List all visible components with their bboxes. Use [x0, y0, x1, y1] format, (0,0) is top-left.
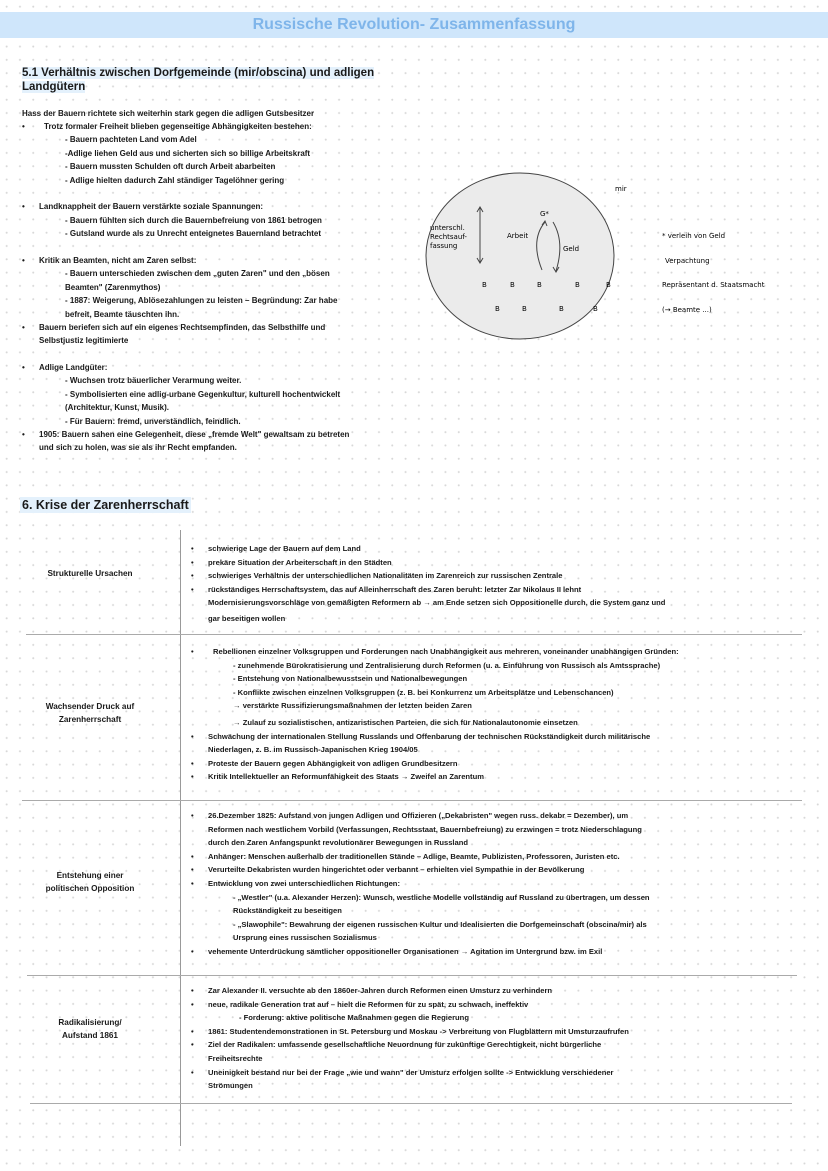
table-cell-line: 26.Dezember 1825: Aufstand von jungen Adligen und Offizieren („Dekabristen" wegen russ. dekabr = Dezember), um — [208, 811, 629, 820]
section-5-1-line: - Für Bauern: fremd, unverständlich, feindlich. — [65, 416, 241, 426]
peasant-marker: B — [606, 281, 611, 289]
section-5-1-line: Landknappheit der Bauern verstärkte soziale Spannungen: — [39, 202, 264, 212]
table-category-line: Radikalisierung/ — [58, 1018, 122, 1027]
bullet-icon: • — [191, 772, 194, 782]
section-5-1-line: (Architektur, Kunst, Musik). — [65, 403, 170, 413]
section-5-1-line: befreit, Beamte täuschten ihn. — [65, 309, 180, 319]
section-5-1-line: Adlige Landgüter: — [39, 363, 108, 372]
section-5-1-heading — [22, 66, 402, 94]
table-cell-line: - Entstehung von Nationalbewusstsein und Nationalbewegungen — [233, 674, 468, 684]
section-5-1-line: - Gutsland wurde als zu Unrecht enteignetes Bauernland betrachtet — [65, 229, 322, 239]
table-category-line: Zarenherrschaft — [58, 715, 122, 724]
bullet-icon: • — [191, 986, 194, 995]
bullet-icon: • — [22, 256, 25, 265]
section-5-1-line: - 1887: Weigerung, Ablösezahlungen zu leisten – Begründung: Zar habe — [65, 296, 338, 306]
bullet-icon: • — [191, 1067, 194, 1077]
table-cell-line: Strömungen — [208, 1081, 253, 1091]
table-cell-line: neue, radikale Generation trat auf – hielt die Reformen für zu spät, zu schwach, ineffektiv — [208, 999, 529, 1009]
peasant-marker: B — [510, 281, 515, 289]
bullet-icon: • — [191, 571, 194, 581]
mir-diagram — [420, 170, 828, 355]
table-cell-line: - Forderung: aktive politische Maßnahmen gegen die Regierung — [239, 1013, 469, 1023]
table-cell-line: Niederlagen, z. B. im Russisch-Japanischen Krieg 1904/05 — [208, 745, 418, 755]
table-category — [10, 869, 170, 895]
section-5-1-line: Selbstjustiz legitimierte — [39, 336, 129, 346]
mir-label: mir — [615, 185, 627, 193]
mir-diagram-svg — [420, 170, 828, 350]
table-cell-line: - „Westler" (u.a. Alexander Herzen): Wunsch, westliche Modelle vollständig auf Russland zu übertragen, um dessen — [233, 892, 650, 902]
bullet-icon: • — [191, 647, 194, 656]
table-cell-line: → verstärkte Russifizierungsmaßnahmen der letzten beiden Zaren — [233, 701, 472, 711]
peasant-marker: B — [537, 281, 542, 289]
bullet-icon: • — [22, 202, 25, 212]
note-1: * verleih von Geld — [662, 232, 726, 240]
section-5-1-line: - Symbolisierten eine adlig-urbane Gegenkultur, kulturell hochentwickelt — [65, 389, 341, 399]
left-label-1: unterschl. — [430, 224, 465, 232]
bullet-icon: • — [191, 811, 194, 820]
section-5-1-line: - Wuchsen trotz bäuerlicher Verarmung weiter. — [65, 376, 242, 386]
table-cell-line: durch den Zaren Anfangspunkt revolutionärer Bewegungen in Russland — [208, 838, 469, 848]
table-cell-line: - Konflikte zwischen einzelnen Volksgruppen (z. B. bei Konkurrenz um Arbeitsplätze und Lebenschancen) — [233, 687, 614, 697]
table-cell-line: Reformen nach westlichem Vorbild (Verfassungen, Rechtsstaat, Bauernbefreiung) zu erzwingen = trotz Niederschlagung — [208, 824, 642, 834]
note-3: Repräsentant d. Staatsmacht — [662, 281, 765, 289]
table-category-line: Entstehung einer — [56, 871, 124, 880]
table-cell-line: 1861: Studentendemonstrationen in St. Petersburg und Moskau -> Verbreitung von Flugblättern mit Umsturzaufrufen — [208, 1026, 629, 1036]
table-cell-line: gar beseitigen wollen — [208, 614, 286, 623]
section-5-1-line: -Adlige liehen Geld aus und sicherten sich so billige Arbeitskraft — [65, 148, 311, 158]
table-cell-line: vehemente Unterdrückung sämtlicher oppositioneller Organisationen → Agitation im Untergrund bzw. im Exil — [208, 947, 603, 956]
table-category-line: Wachsender Druck auf — [45, 702, 135, 711]
table-category-line: politischen Opposition — [45, 884, 135, 893]
section-5-1-line: und sich zu holen, was sie als ihr Recht empfanden. — [39, 443, 237, 453]
table-row-divider-1 — [26, 634, 802, 635]
table-cell-line: rückständiges Herrschaftsystem, das auf Alleinherrschaft des Zaren beruht: letzter Zar Nikolaus II lehnt — [208, 584, 582, 594]
bullet-icon: • — [191, 557, 194, 567]
bullet-icon: • — [191, 1026, 194, 1036]
section-5-1-line: - Bauern unterschieden zwischen dem „guten Zaren" und den „bösen — [65, 269, 330, 279]
bullet-icon: • — [191, 544, 194, 553]
table-category-line: Aufstand 1861 — [62, 1031, 118, 1040]
peasant-marker: B — [522, 305, 527, 313]
table-category-line: Strukturelle Ursachen — [47, 569, 133, 578]
table-category — [10, 700, 170, 726]
section-5-1-line: - Adlige hielten dadurch Zahl ständiger Tagelöhner gering — [65, 175, 285, 185]
section-5-1-line: - Bauern pachteten Land vom Adel — [65, 135, 197, 145]
table-row-divider-4 — [30, 1103, 792, 1104]
table-column-divider — [180, 530, 181, 1146]
section-5-1-intro: Hass der Bauern richtete sich weiterhin stark gegen die adligen Gutsbesitzer — [22, 109, 315, 118]
peasant-marker: B — [575, 281, 580, 289]
bullet-icon: • — [22, 363, 25, 372]
g-label: G* — [540, 210, 549, 218]
bullet-icon: • — [191, 879, 194, 888]
bullet-icon: • — [191, 1040, 194, 1050]
table-row-divider-3 — [27, 975, 797, 976]
table-cell-line: Rückständigkeit zu beseitigen — [233, 906, 342, 916]
bullet-icon: • — [191, 758, 194, 768]
peasant-marker: B — [482, 281, 487, 289]
table-cell-line: Verurteilte Dekabristen wurden hingerichtet oder verbannt – erhielten viel Sympathie in der Bevölkerung — [208, 865, 585, 875]
table-cell-line: prekäre Situation der Arbeiterschaft in den Städten — [208, 557, 392, 567]
table-cell-line: schwieriges Verhältnis der unterschiedlichen Nationalitäten im Zarenreich zur russischen Zentrale — [208, 571, 563, 581]
table-cell-line: Ziel der Radikalen: umfassende gesellschaftliche Neuordnung für zukünftige Gerechtigkeit, nicht bürgerliche — [208, 1040, 602, 1050]
section-5-1-body — [0, 120, 410, 470]
bullet-icon: • — [191, 947, 194, 956]
table-cell-line: Zar Alexander II. versuchte ab den 1860er-Jahren durch Reformen einen Umsturz zu verhindern — [208, 986, 553, 995]
arbeit-label: Arbeit — [507, 232, 529, 240]
table-cell-line: Rebellionen einzelner Volksgruppen und Forderungen nach Unabhängigkeit aus mehreren, voneinander unabhängigen Gründen: — [213, 647, 679, 656]
section-6-heading: 6. Krise der Zarenherrschaft — [22, 498, 189, 512]
note-2: Verpachtung — [665, 257, 710, 265]
left-label-2: Rechtsauf- — [430, 233, 467, 241]
mir-ellipse — [426, 173, 614, 339]
section-5-1-line: Beamten" (Zarenmythos) — [65, 282, 161, 292]
table-cell-line: Ursprung eines russischen Sozialismus — [233, 933, 377, 943]
table-category — [10, 567, 170, 580]
document-title: Russische Revolution- Zusammenfassung — [0, 12, 828, 38]
bullet-icon: • — [191, 851, 194, 861]
section-5-1-line: Kritik an Beamten, nicht am Zaren selbst: — [39, 256, 197, 265]
section-5-1-line: 1905: Bauern sahen eine Gelegenheit, diese „fremde Welt" gewaltsam zu betreten — [39, 430, 350, 439]
table-row-divider-2 — [22, 800, 802, 801]
table-cell-line: Proteste der Bauern gegen Abhängigkeit von adligen Grundbesitzern — [208, 758, 458, 768]
section-5-1-line: - Bauern fühlten sich durch die Bauernbefreiung von 1861 betrogen — [65, 215, 322, 225]
table-category — [10, 1016, 170, 1042]
section-5-1-line: Bauern beriefen sich auf ein eigenes Rechtsempfinden, das Selbsthilfe und — [39, 323, 326, 332]
bullet-icon: • — [191, 999, 194, 1009]
table-cell-line: - „Slawophile": Bewahrung der eigenen russischen Kultur und Idealisierten die Dorfgemeinschaft (obscina/mir) als — [233, 919, 647, 929]
geld-label: Geld — [563, 245, 580, 253]
table-cell-line: Schwächung der internationalen Stellung Russlands und Offenbarung der technischen Rückständigkeit durch militärische — [208, 731, 651, 741]
section-5-1-heading-line1: 5.1 Verhältnis zwischen Dorfgemeinde (mir/obscina) und adligen — [22, 67, 375, 79]
bullet-icon: • — [191, 865, 194, 875]
bullet-icon: • — [22, 323, 25, 332]
bullet-icon: • — [22, 430, 25, 439]
peasant-marker: B — [559, 305, 564, 313]
table-cell-line: Entwicklung von zwei unterschiedlichen Richtungen: — [208, 879, 400, 888]
table-cell-line: Modernisierungsvorschläge von gemäßigten Reformern ab → am Ende setzen sich Oppositionelle durch, die System ganz und — [208, 598, 666, 608]
table-cell-line: - zunehmende Bürokratisierung und Zentralisierung durch Reformen (u. a. Einführung von Russisch als Amtssprache) — [233, 660, 661, 670]
bullet-icon: • — [22, 122, 25, 131]
table-cell-line: Kritik Intellektueller an Reformunfähigkeit des Staats → Zweifel an Zarentum — [208, 772, 484, 782]
bullet-icon: • — [191, 731, 194, 741]
table-cell-line: Freiheitsrechte — [208, 1054, 263, 1063]
section-5-1-heading-line2: Landgütern — [22, 81, 86, 93]
table-cell-line: schwierige Lage der Bauern auf dem Land — [208, 544, 361, 553]
bullet-icon: • — [191, 584, 194, 594]
peasant-marker: B — [495, 305, 500, 313]
peasant-marker: B — [593, 305, 598, 313]
table-cell-line: Anhänger: Menschen außerhalb der traditionellen Stände – Adlige, Beamte, Publizisten, Professoren, Juristen etc. — [208, 851, 620, 861]
left-label-3: fassung — [430, 242, 458, 250]
section-5-1-line: - Bauern mussten Schulden oft durch Arbeit abarbeiten — [65, 162, 276, 172]
table-cell-line: Uneinigkeit bestand nur bei der Frage „wie und wann" der Umsturz erfolgen sollte -> Entwicklung verschiedener — [208, 1067, 614, 1077]
section-5-1-line: Trotz formaler Freiheit blieben gegenseitige Abhängigkeiten bestehen: — [44, 122, 312, 131]
note-4: (→ Beamte ...) — [662, 306, 712, 314]
table-cell-line: → Zulauf zu sozialistischen, antizaristischen Parteien, die sich für Nationalautonomie einsetzen — [233, 718, 578, 727]
